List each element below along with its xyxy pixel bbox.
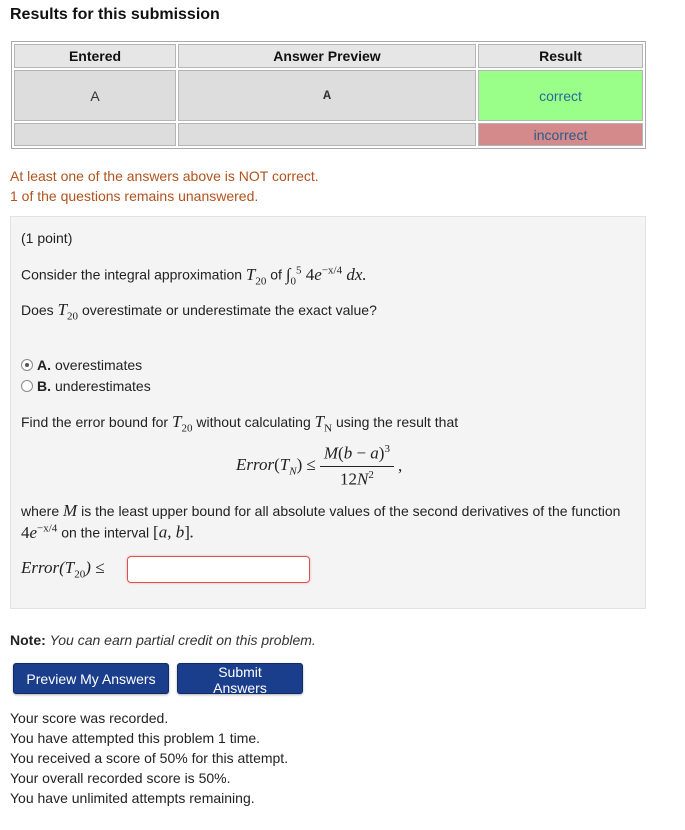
math-integral: $\int_0^5$ $4e^{-x/4}$ dx. (285, 264, 367, 288)
col-result: Result (478, 44, 643, 68)
results-heading: Results for this submission (10, 6, 220, 23)
col-entered: Entered (14, 44, 176, 68)
note-text: You can earn partial credit on this problem. (49, 632, 316, 648)
intro-text: Consider the integral approximation (21, 266, 243, 283)
find-suffix: using the result that (335, 414, 459, 430)
does-text: Does (21, 302, 54, 318)
score-line: Your score was recorded. (10, 710, 169, 726)
table-row (14, 123, 643, 146)
radio-a[interactable] (21, 359, 33, 371)
problem-question (21, 300, 377, 322)
score-line: You have attempted this problem 1 time. (10, 730, 261, 746)
table-row (14, 70, 643, 121)
math-T20: $T_{20}$ (171, 412, 193, 435)
of-text: of (270, 266, 282, 283)
math-interval: [a, b]. (153, 522, 195, 542)
preview-answers-button[interactable]: Preview My Answers (13, 663, 169, 694)
problem-panel (10, 216, 646, 609)
find-prefix: Find the error bound for (21, 414, 169, 430)
option-a-label: overestimates (55, 357, 143, 373)
score-line: You received a score of 50% for this attempt. (10, 750, 289, 766)
find-instruction (21, 412, 458, 434)
note-label: Note: (10, 632, 46, 648)
find-mid: without calculating (196, 414, 311, 430)
where-body: is the least upper bound for all absolute values of the second derivatives of the function (81, 503, 621, 519)
preview-cell (178, 123, 476, 146)
option-a-letter: A. (37, 357, 51, 373)
interval-text (21, 522, 194, 543)
option-b-letter: B. (37, 378, 51, 394)
warning-not-correct: At least one of the answers above is NOT correct. (10, 168, 319, 184)
math-T20: $T_{20}$ (245, 264, 267, 288)
results-table (11, 41, 646, 149)
option-a[interactable] (21, 357, 142, 373)
where-text (21, 501, 620, 521)
problem-points: (1 point) (21, 230, 73, 246)
math-T20: $T_{20}$ (57, 300, 79, 323)
math-error-T20: $Error(T_{20})$ ≤ (21, 558, 105, 581)
radio-b[interactable] (21, 380, 33, 392)
score-line: You have unlimited attempts remaining. (10, 790, 255, 806)
interval-label: on the interval (61, 524, 150, 541)
where-prefix: where (21, 503, 60, 519)
score-line: Your overall recorded score is 50%. (10, 770, 231, 786)
preview-cell: A (178, 70, 476, 121)
result-correct: correct (478, 70, 643, 121)
error-bound-input[interactable] (127, 556, 310, 583)
error-formula: $Error(T_N)$ ≤ $\frac{M(b - a)^3}{12N^2}$ , (236, 443, 403, 489)
entered-cell (14, 123, 176, 146)
option-b-label: underestimates (55, 378, 151, 394)
result-incorrect: incorrect (478, 123, 643, 146)
math-M: M (63, 501, 78, 520)
col-answer-preview: Answer Preview (178, 44, 476, 68)
math-function: $4e^{-x/4}$ (21, 522, 58, 542)
note (10, 632, 316, 648)
math-TN: $T_N$ (314, 412, 333, 435)
option-b[interactable] (21, 378, 151, 394)
answer-label (21, 558, 104, 580)
question-text: overestimate or underestimate the exact value? (81, 302, 377, 318)
warning-unanswered: 1 of the questions remains unanswered. (10, 188, 259, 204)
submit-answers-button[interactable]: Submit Answers (177, 663, 303, 694)
entered-cell: A (14, 70, 176, 121)
problem-intro (21, 264, 367, 287)
